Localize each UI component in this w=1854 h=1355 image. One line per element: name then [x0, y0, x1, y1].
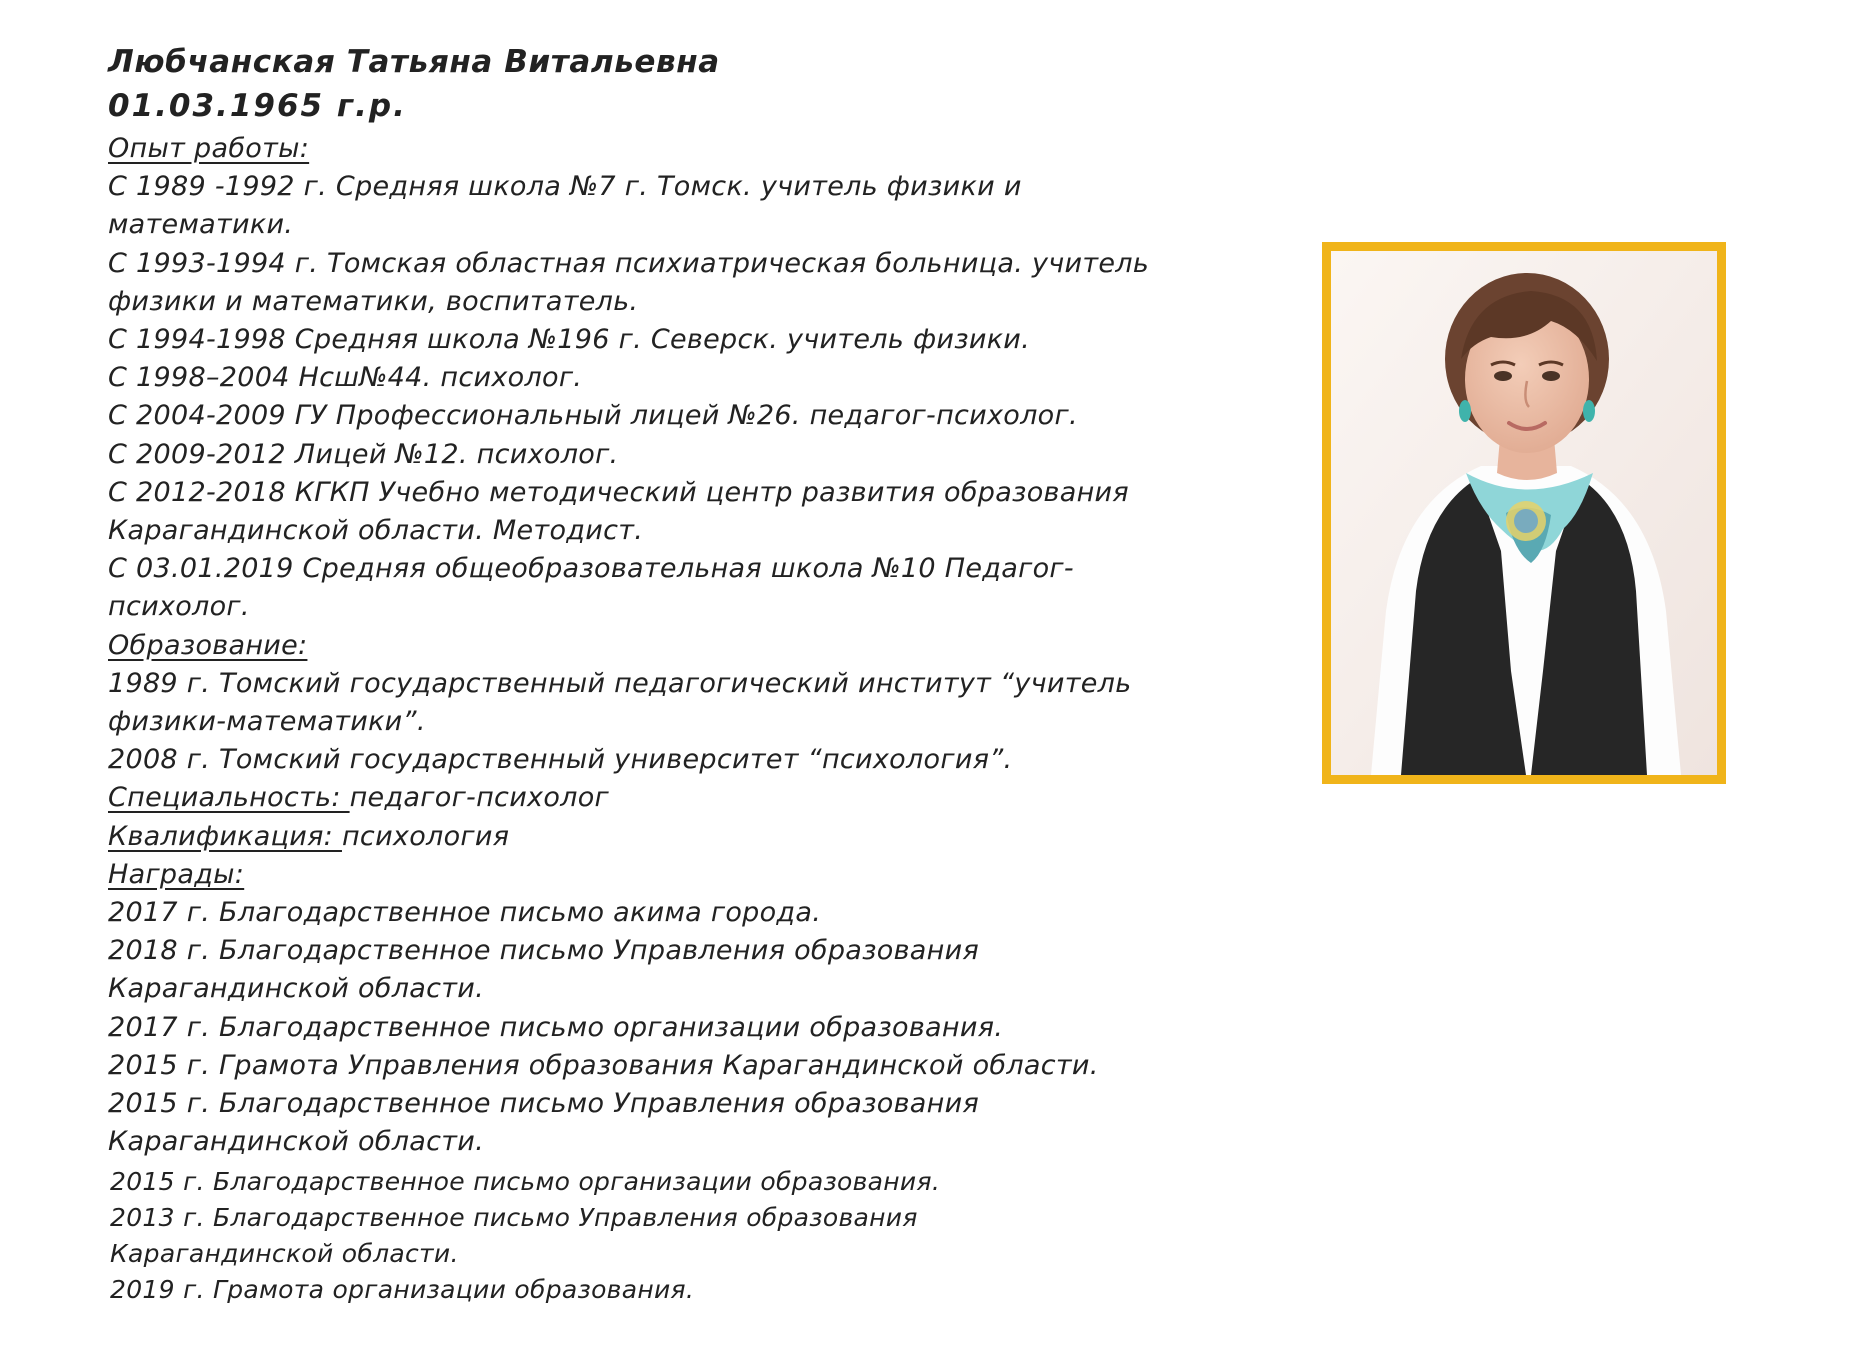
specialty-value: педагог-психолог [349, 782, 610, 814]
person-name: Любчанская Татьяна Витальевна [108, 44, 720, 80]
award-line: 2015 г. Благодарственное письмо Управления образования [108, 1088, 979, 1120]
experience-line: математики. [108, 209, 294, 241]
awards-extra [110, 1164, 940, 1308]
award-line: 2013 г. Благодарственное письмо Управления образования [110, 1203, 918, 1232]
experience-line: С 1989 -1992 г. Средняя школа №7 г. Томск. учитель физики и [108, 171, 1022, 203]
experience-line: С 2012-2018 КГКП Учебно методический центр развития образования [108, 476, 1129, 508]
awards-heading: Награды: [108, 858, 245, 890]
qualification-value: психология [341, 820, 510, 852]
education-heading: Образование: [108, 629, 308, 661]
education-line: 2008 г. Томский государственный университет “психология”. [108, 744, 1013, 776]
biography [108, 40, 1248, 1161]
portrait-photo [1322, 242, 1726, 784]
experience-line: С 1994-1998 Средняя школа №196 г. Северск. учитель физики. [108, 324, 1031, 356]
experience-heading: Опыт работы: [108, 133, 310, 164]
portrait-illustration [1331, 251, 1717, 775]
experience-line: Карагандинской области. Методист. [108, 515, 644, 547]
award-line: Карагандинской области. [110, 1239, 459, 1268]
education-line: физики-математики”. [108, 706, 426, 738]
award-line: 2015 г. Грамота Управления образования Карагандинской области. [108, 1049, 1099, 1081]
experience-line: психолог. [108, 591, 250, 623]
experience-line: С 1998–2004 Нсш№44. психолог. [108, 362, 583, 394]
specialty-row [108, 779, 1248, 817]
experience-line: С 1993-1994 г. Томская областная психиатрическая больница. учитель [108, 247, 1150, 279]
birth-date: 01.03.1965 г.р. [108, 88, 407, 124]
qualification-row [108, 818, 1248, 856]
qualification-label: Квалификация: [108, 820, 342, 852]
specialty-label: Специальность: [108, 782, 350, 814]
award-line: 2015 г. Благодарственное письмо организации образования. [110, 1167, 941, 1196]
experience-line: физики и математики, воспитатель. [108, 285, 639, 317]
experience-line: С 2004-2009 ГУ Профессиональный лицей №26. педагог-психолог. [108, 400, 1078, 432]
award-line: Карагандинской области. [108, 973, 485, 1005]
education-line: 1989 г. Томский государственный педагогический институт “учитель [108, 667, 1132, 699]
award-line: 2017 г. Благодарственное письмо организации образования. [108, 1011, 1004, 1043]
award-line: 2018 г. Благодарственное письмо Управления образования [108, 935, 979, 967]
experience-line: С 03.01.2019 Средняя общеобразовательная школа №10 Педагог- [108, 553, 1074, 585]
award-line: Карагандинской области. [108, 1126, 485, 1158]
experience-line: С 2009-2012 Лицей №12. психолог. [108, 438, 619, 470]
award-line: 2017 г. Благодарственное письмо акима города. [108, 897, 822, 929]
award-line: 2019 г. Грамота организации образования. [110, 1275, 695, 1304]
